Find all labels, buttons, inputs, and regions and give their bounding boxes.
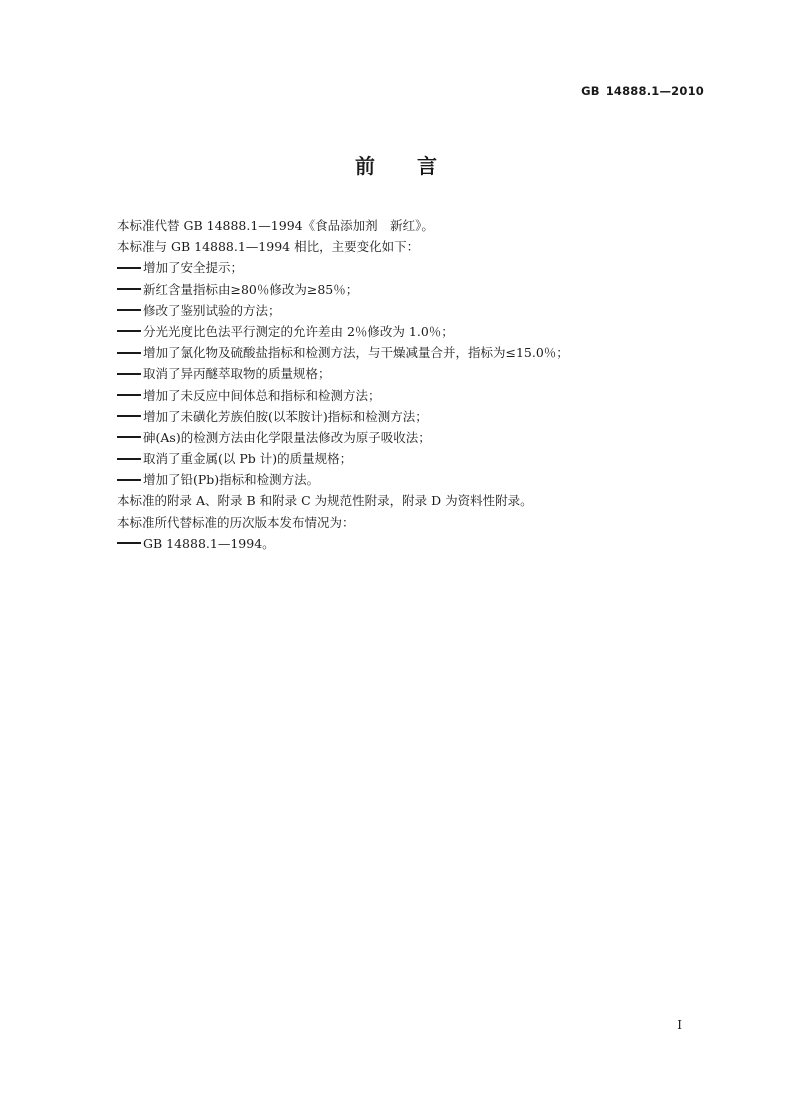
change-item: [117, 533, 717, 554]
dash-marker: [117, 330, 141, 332]
dash-marker: [117, 479, 141, 481]
line-text: 新红含量指标由≥80％修改为≥85％；: [143, 281, 359, 297]
line-text: GB 14888.1—1994。: [143, 535, 275, 551]
change-item: [117, 427, 717, 448]
change-item: [117, 279, 717, 300]
line-text: 取消了异丙醚萃取物的质量规格；: [143, 366, 331, 382]
line-text: 本标准代替 GB 14888.1—1994《食品添加剂 新红》。: [117, 218, 434, 233]
line-text: 增加了安全提示；: [143, 260, 244, 276]
line-text: 砷(As)的检测方法由化学限量法修改为原子吸收法；: [143, 429, 431, 445]
dash-marker: [117, 352, 141, 354]
foreword-line: [117, 490, 717, 511]
foreword-line: [117, 215, 717, 236]
line-text: 增加了氯化物及硫酸盐指标和检测方法，与干燥减量合并，指标为≤15.0％；: [143, 345, 569, 361]
change-item: [117, 385, 717, 406]
foreword-line: [117, 236, 717, 257]
change-item: [117, 257, 717, 278]
dash-marker: [117, 415, 141, 417]
change-item: [117, 321, 717, 342]
line-text: 增加了铅(Pb)指标和检测方法。: [143, 472, 320, 488]
line-text: 分光光度比色法平行测定的允许差由 2％修改为 1.0％；: [143, 323, 454, 339]
change-item: [117, 406, 717, 427]
line-text: 本标准的附录 A、附录 B 和附录 C 为规范性附录，附录 D 为资料性附录。: [117, 493, 533, 509]
change-item: [117, 469, 717, 490]
line-text: 取消了重金属(以 Pb 计)的质量规格；: [143, 451, 353, 467]
dash-marker: [117, 267, 141, 269]
dash-marker: [117, 394, 141, 396]
foreword-line: [117, 512, 717, 533]
page-title: 前言: [355, 154, 479, 178]
line-text: 本标准与 GB 14888.1—1994 相比，主要变化如下：: [117, 239, 420, 255]
change-item: [117, 363, 717, 384]
dash-marker: [117, 542, 141, 544]
document-code: [581, 84, 704, 98]
change-item: [117, 342, 717, 363]
dash-marker: [117, 288, 141, 290]
dash-marker: [117, 373, 141, 375]
page-number: I: [677, 1018, 682, 1032]
change-item: [117, 448, 717, 469]
line-text: 增加了未磺化芳族伯胺(以苯胺计)指标和检测方法；: [143, 408, 428, 424]
standard-number: 14888.1—2010: [605, 84, 704, 98]
dash-marker: [117, 458, 141, 460]
standard-prefix: GB: [581, 84, 600, 98]
line-text: 增加了未反应中间体总和指标和检测方法；: [143, 387, 381, 403]
foreword-body: [117, 215, 717, 554]
dash-marker: [117, 309, 141, 311]
line-text: 修改了鉴别试验的方法；: [143, 302, 281, 318]
dash-marker: [117, 436, 141, 438]
change-item: [117, 300, 717, 321]
line-text: 本标准所代替标准的历次版本发布情况为：: [117, 514, 355, 530]
